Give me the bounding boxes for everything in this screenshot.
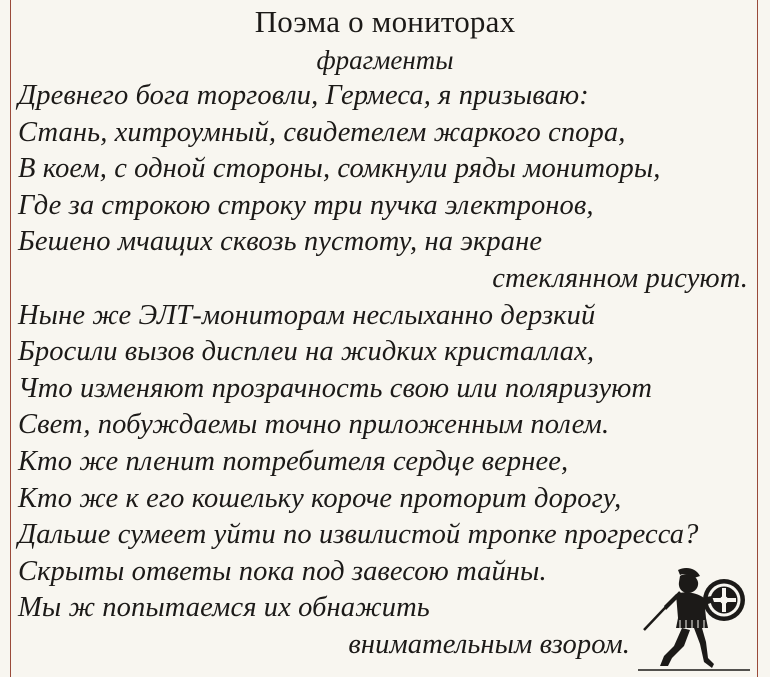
poem-line: Стань, хитроумный, свидетелем жаркого спора, — [18, 116, 626, 148]
poem-line: Бросили вызов дисплеи на жидких кристаллах, — [18, 336, 595, 368]
poem-subtitle: фрагменты — [316, 45, 454, 75]
poem-line: Дальше сумеет уйти по извилистой тропке прогресса? — [18, 519, 699, 551]
poem-line: Скрыты ответы пока под завесою тайны. — [18, 555, 547, 587]
poem-line: Где за строкою строку три пучка электронов, — [18, 189, 594, 221]
hermes-warrior-with-shield-icon — [634, 566, 756, 672]
poem-line: Что изменяют прозрачность свою или поляризуют — [18, 372, 653, 404]
poem-line: В коем, с одной стороны, сомкнули ряды мониторы, — [18, 153, 661, 185]
poem-title: Поэма о мониторах — [254, 4, 516, 39]
poem-line: Кто же пленит потребителя сердце вернее, — [18, 445, 569, 477]
poem-line: Древнего бога торговли, Гермеса, я призываю: — [18, 80, 589, 111]
right-margin-rule — [757, 0, 758, 677]
poem-line: Бешено мчащих сквозь пустоту, на экране — [18, 226, 543, 258]
poem-line: Кто же к его кошельку короче проторит дорогу, — [18, 482, 622, 514]
poem-line-indented: стеклянном рисуют. — [492, 262, 748, 294]
poem-line: Мы ж попытаемся их обнажить — [18, 592, 430, 624]
left-margin-rule — [10, 0, 11, 677]
poem-line: Свет, побуждаемы точно приложенным полем. — [18, 409, 610, 441]
poem-line-indented: внимательным взором. — [348, 628, 630, 660]
poem-line: Ныне же ЭЛТ-мониторам неслыханно дерзкий — [18, 299, 596, 331]
